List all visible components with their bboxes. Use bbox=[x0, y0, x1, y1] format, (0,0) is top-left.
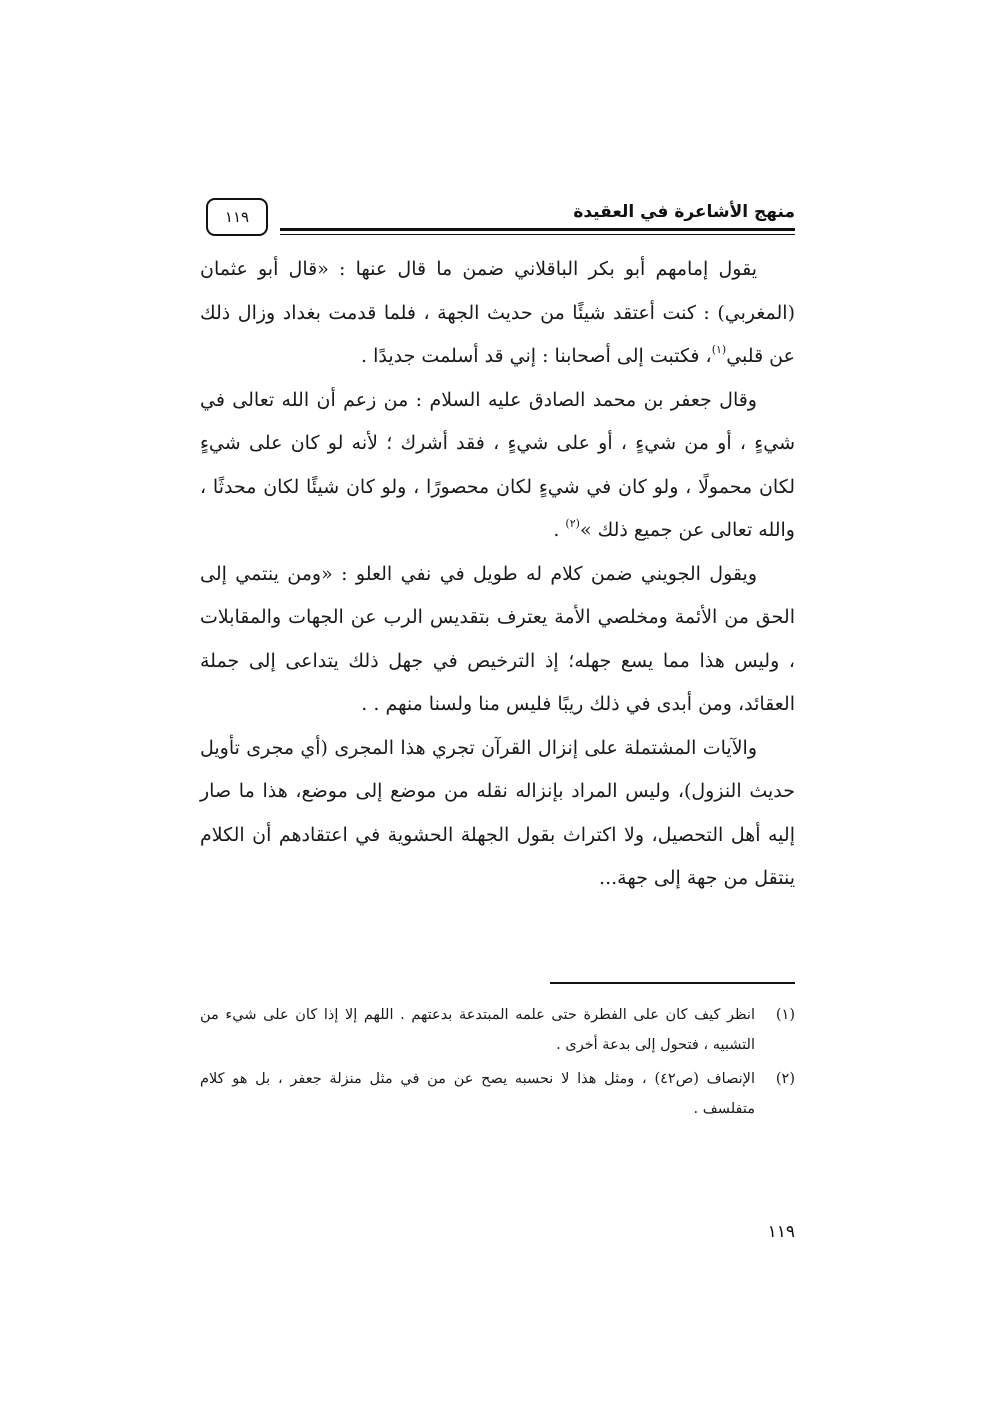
paragraph-2-end: . bbox=[553, 519, 560, 541]
footnote-ref-1[interactable]: (١) bbox=[711, 343, 727, 356]
paragraph-2-text: وقال جعفر بن محمد الصادق عليه السلام : من زعم أن الله تعالى في شيءٍ ، أو من شيءٍ ، أو على شيءٍ ، فقد أشرك ؛ لأنه لو كان على شيءٍ لكان محمولًا ، ولو كان في شيءٍ لكان محصورًا ، ولو كان شيئًا لكان محدثًا ، والله تعالى عن جميع ذلك » bbox=[200, 388, 795, 541]
footnote-number: (٢) bbox=[775, 1071, 795, 1087]
footnote-2 bbox=[200, 1064, 795, 1124]
paragraph-2 bbox=[200, 379, 795, 553]
paragraph-3: ويقول الجويني ضمن كلام له طويل في نفي العلو : «ومن ينتمي إلى الحق من الأئمة ومخلصي الأمة يعترف بتقديس الرب عن الجهات والمقابلات ، وليس هذا مما يسع جهله؛ إذ الترخيص في جهل ذلك يتداعى إلى جملة العقائد، ومن أبدى في ذلك ريبًا فليس منا ولسنا منهم . . bbox=[200, 562, 795, 715]
paragraph-4: والآيات المشتملة على إنزال القرآن تجري هذا المجرى (أي مجرى تأويل حديث النزول)، وليس المراد بإنزاله نقله من موضع إلى موضع، هذا ما صار إليه أهل التحصيل، ولا اكتراث بقول الجهلة الحشوية في اعتقادهم أن الكلام ينتقل من جهة إلى جهة... bbox=[200, 736, 795, 889]
footnote-ref-2[interactable]: (٢) bbox=[565, 517, 580, 530]
header-page-number: ١١٩ bbox=[206, 198, 268, 236]
header-rule bbox=[280, 228, 795, 231]
footnote-1 bbox=[200, 1000, 795, 1060]
main-text bbox=[200, 248, 795, 901]
footnote-separator bbox=[550, 982, 795, 984]
footnote-text: انظر كيف كان على الفطرة حتى علمه المبتدعة بدعتهم . اللهم إلا إذا كان على شيء من التشبيه ، فتحول إلى بدعة أخرى . bbox=[200, 1007, 755, 1053]
paragraph-1 bbox=[200, 248, 795, 379]
footnotes bbox=[200, 1000, 795, 1128]
header-rule-thin bbox=[280, 234, 795, 235]
footnote-number: (١) bbox=[775, 1007, 795, 1023]
paragraph-1-text: يقول إمامهم أبو بكر الباقلاني ضمن ما قال عنها : «قال أبو عثمان (المغربي) : كنت أعتقد شيئًا من حديث الجهة ، فلما قدمت بغداد وزال ذلك عن قلبي bbox=[200, 258, 795, 367]
running-title: منهج الأشاعرة في العقيدة bbox=[573, 202, 795, 222]
page-header bbox=[200, 196, 795, 246]
footer-page-number: ١١٩ bbox=[767, 1222, 795, 1242]
footnote-text: الإنصاف (ص٤٢) ، ومثل هذا لا نحسبه يصح عن من في مثل منزلة جعفر ، بل هو كلام متفلسف . bbox=[200, 1071, 755, 1117]
paragraph-1-end: ، فكتبت إلى أصحابنا : إني قد أسلمت جديدًا . bbox=[361, 345, 712, 367]
